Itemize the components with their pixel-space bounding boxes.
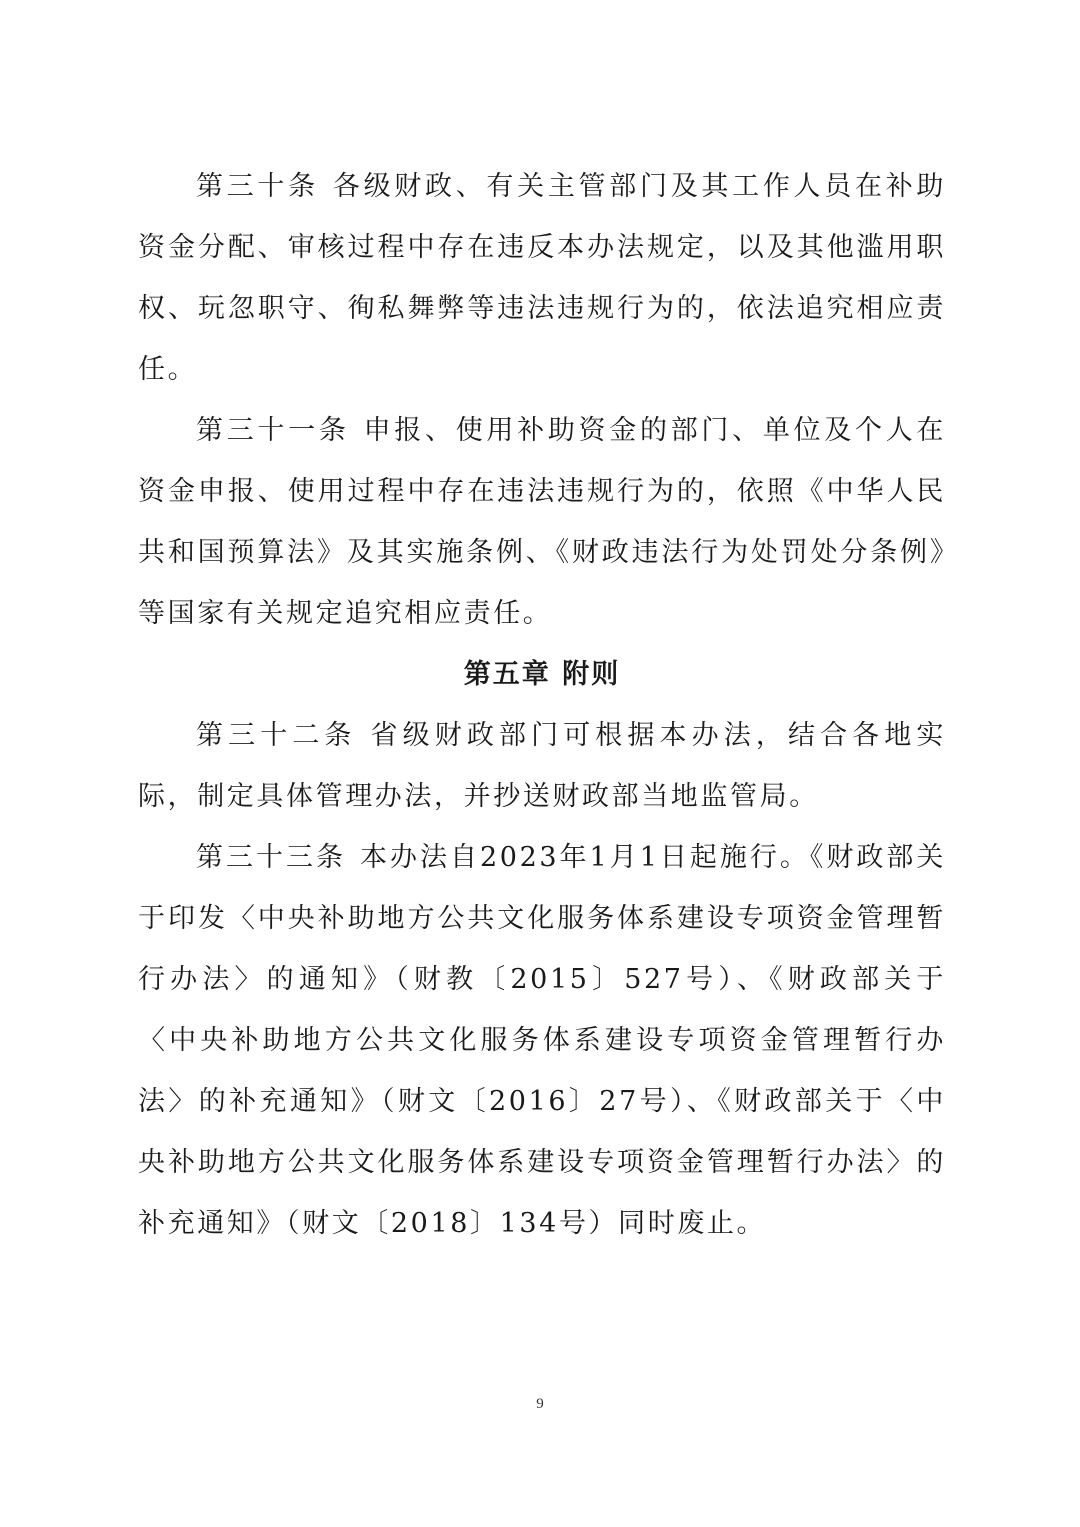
chapter-heading: 第五章 附则 [463, 659, 621, 690]
article-33 [138, 827, 946, 1254]
article-label: 第三十三条 [196, 842, 347, 873]
article-label: 第三十一条 [196, 415, 350, 446]
article-30 [138, 156, 946, 400]
article-text: 申报、使用补助资金的部门、单位及个人在资金申报、使用过程中存在违法违规行为的，依照《中华人民共和国预算法》及其实施条例、《财政违法行为处罚处分条例》等国家有关规定追究相应责任。 [138, 415, 947, 629]
article-label: 第三十条 [196, 171, 319, 202]
article-text: 本办法自2023年1月1日起施行。《财政部关于印发〈中央补助地方公共文化服务体系建设专项资金管理暂行办法〉的通知》（财教〔2015〕527号）、《财政部关于〈中央补助地方公共文化服务体系建设专项资金管理暂行办法〉的补充通知》（财文〔2016〕27号）、《财政部关于〈中央补助地方公共文化服务体系建设专项资金管理暂行办法〉的补充通知》（财文〔2018〕134号）同时废止。 [138, 842, 946, 1239]
article-label: 第三十二条 [196, 720, 357, 751]
document-page [138, 156, 946, 1254]
article-text: 各级财政、有关主管部门及其工作人员在补助资金分配、审核过程中存在违反本办法规定，以及其他滥用职权、玩忽职守、徇私舞弊等违法违规行为的，依法追究相应责任。 [138, 171, 947, 385]
page-number: 9 [536, 1396, 544, 1412]
article-31 [138, 400, 946, 644]
article-text: 省级财政部门可根据本办法，结合各地实际，制定具体管理办法，并抄送财政部当地监管局。 [138, 720, 946, 812]
article-32 [138, 705, 946, 827]
